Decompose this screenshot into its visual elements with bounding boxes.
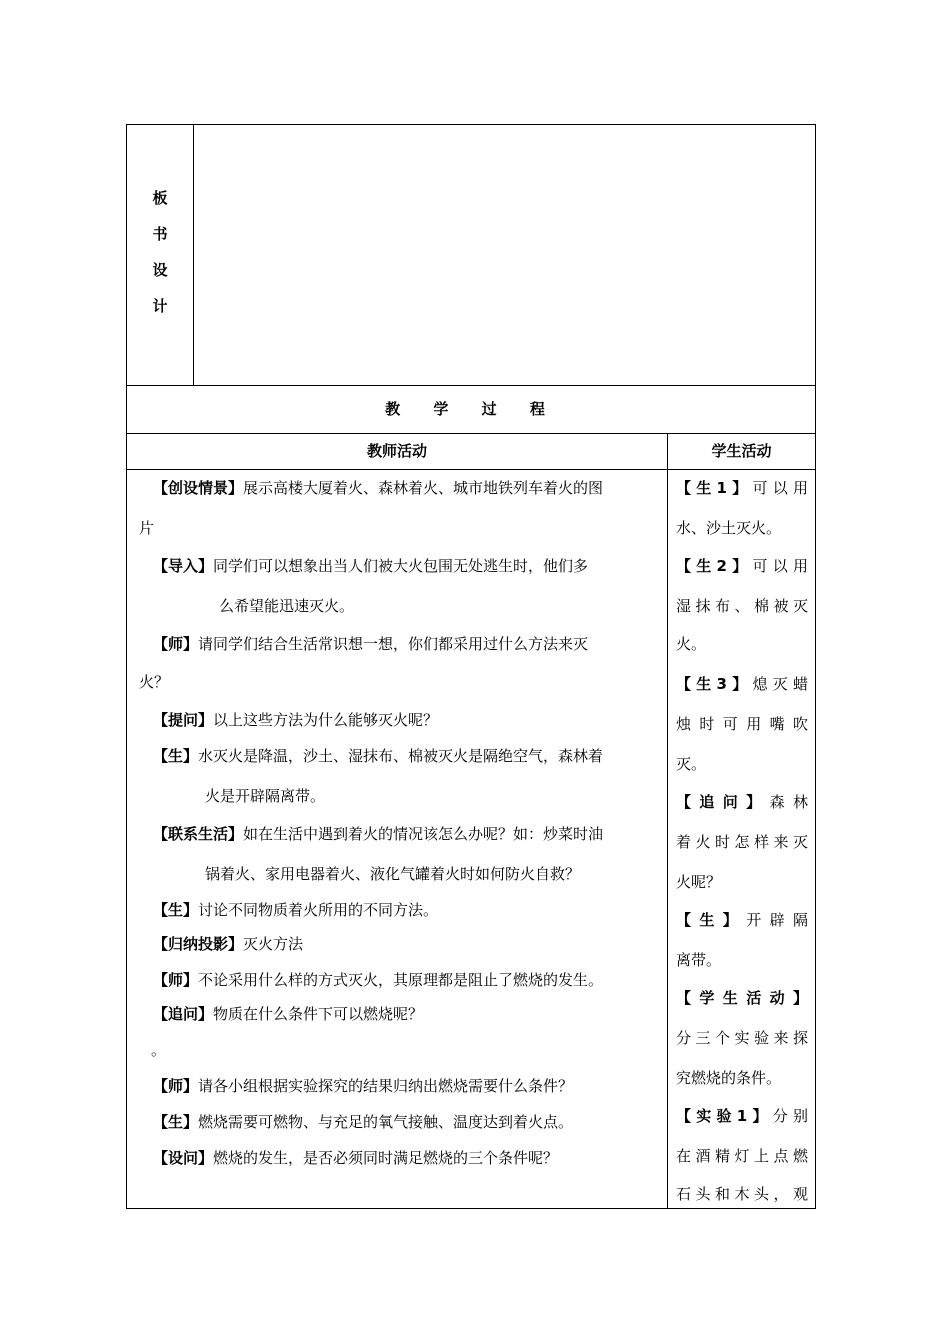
teacher-activity-header: 教师活动 [366,442,427,460]
teacher-line: 片 [139,519,155,537]
student-line: 【追问】森林 [676,793,808,811]
student-activity-header: 学生活动 [711,442,772,460]
lesson-plan-table [126,124,816,1209]
teacher-line: 【师】请各小组根据实验探究的结果归纳出燃烧需要什么条件？ [153,1077,574,1095]
teacher-line: 【导入】同学们可以想象出当人们被大火包围无处逃生时，他们多 [153,557,589,575]
teacher-line: 【生】讨论不同物质着火所用的不同方法。 [153,901,439,919]
teacher-line: 【归纳投影】灭火方法 [153,935,304,953]
teacher-line: 【生】水灭火是降温，沙土、湿抹布、棉被灭火是隔绝空气，森林着 [153,747,604,765]
teacher-line: 【提问】以上这些方法为什么能够灭火呢？ [153,711,439,729]
board-design-label [127,125,193,385]
board-label-char: 设 [152,261,168,279]
student-line: 烛时可用嘴吹 [676,715,808,733]
teacher-line: 么希望能迅速灭火。 [219,597,355,615]
student-line: 【生3】熄灭蜡 [676,675,808,693]
teacher-line: 火？ [139,673,170,691]
student-line: 分三个实验来探 [676,1029,808,1047]
student-line: 火呢？ [676,873,722,891]
teacher-line: 【创设情景】展示高楼大厦着火、森林着火、城市地铁列车着火的图 [153,479,604,497]
student-line: 水、沙土灭火。 [676,519,782,537]
student-line: 石头和木头，观 [676,1185,808,1203]
teacher-line: 【师】不论采用什么样的方式灭火，其原理都是阻止了燃烧的发生。 [153,971,604,989]
teacher-line: 。 [151,1041,167,1059]
row-divider [127,469,815,470]
student-line: 着火时怎样来灭 [676,833,808,851]
board-divider [193,125,194,385]
student-line: 离带。 [676,951,722,969]
column-divider [667,433,668,1208]
teacher-line: 锅着火、家用电器着火、液化气罐着火时如何防火自救？ [205,865,581,883]
student-line: 【生2】可以用 [676,557,808,575]
student-line: 【学生活动】 [676,989,808,1007]
student-line: 究燃烧的条件。 [676,1069,782,1087]
student-line: 湿抹布、棉被灭 [676,597,808,615]
teacher-line: 【设问】燃烧的发生，是否必须同时满足燃烧的三个条件呢？ [153,1149,559,1167]
board-label-char: 板 [152,189,168,207]
board-label-char: 计 [152,297,168,315]
process-title: 教 学 过 程 [385,400,559,418]
teacher-line: 【生】燃烧需要可燃物、与充足的氧气接触、温度达到着火点。 [153,1113,574,1131]
teacher-line: 【联系生活】如在生活中遇到着火的情况该怎么办呢？如：炒菜时油 [153,825,604,843]
student-line: 【生1】可以用 [676,479,808,497]
teacher-line: 【追问】物质在什么条件下可以燃烧呢？ [153,1005,424,1023]
teacher-line: 【师】请同学们结合生活常识想一想，你们都采用过什么方法来灭 [153,635,589,653]
teacher-line: 火是开辟隔离带。 [205,787,326,805]
student-line: 【生】开辟隔 [676,911,808,929]
student-line: 在酒精灯上点燃 [676,1147,808,1165]
student-line: 【实验1】分别 [676,1107,808,1125]
student-line: 火。 [676,635,707,653]
student-line: 灭。 [676,755,707,773]
board-label-char: 书 [152,225,168,243]
